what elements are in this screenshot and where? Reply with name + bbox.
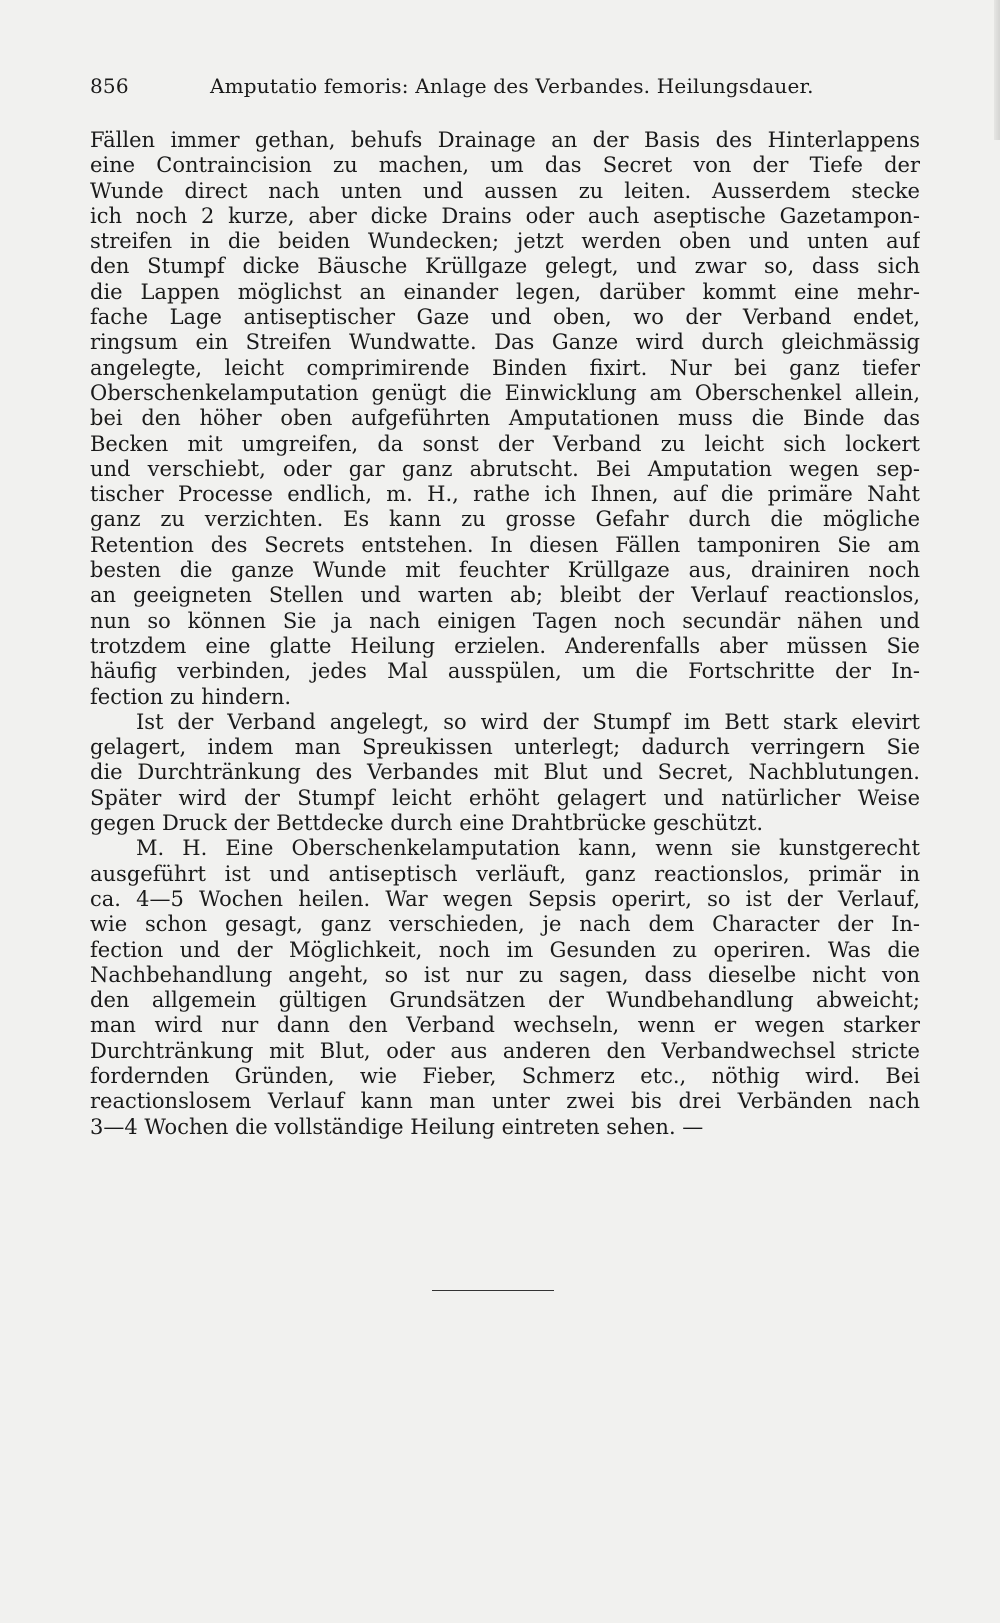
text-line: Ist der Verband angelegt, so wird der Stumpf im Bett stark elevirt [136,709,920,734]
text-line: gelagert, indem man Spreukissen unterlegt; dadurch verringern Sie [90,735,920,760]
section-end-rule [432,1290,554,1291]
text-line: man wird nur dann den Verband wechseln, wenn er wegen starker [90,1013,920,1038]
text-line: Fällen immer gethan, behufs Drainage an der Basis des Hinterlappens [90,128,920,152]
running-head: Amputatio femoris: Anlage des Verbandes. Heilungsdauer. [210,74,814,98]
text-line: den allgemein gültigen Grundsätzen der Wundbehandlung abweicht; [90,988,920,1013]
text-line: 3—4 Wochen die vollständige Heilung eintreten sehen. — [90,1114,704,1139]
text-line: und verschiebt, oder gar ganz abrutscht. Bei Amputation wegen sep- [90,456,920,481]
text-line: besten die ganze Wunde mit feuchter Krüllgaze aus, drainiren noch [90,558,920,583]
text-line: ca. 4—5 Wochen heilen. War wegen Sepsis operirt, so ist der Verlauf, [90,886,920,911]
text-line: bei den höher oben aufgeführten Amputationen muss die Binde das [90,406,920,431]
paragraph [90,128,920,710]
text-line: fection und der Möglichkeit, noch im Gesunden zu operiren. Was die [90,937,920,962]
text-line: fordernden Gründen, wie Fieber, Schmerz etc., nöthig wird. Bei [90,1063,920,1088]
text-line: an geeigneten Stellen und warten ab; bleibt der Verlauf reactionslos, [90,583,920,608]
text-line: gegen Druck der Bettdecke durch eine Drahtbrücke geschützt. [90,811,764,836]
text-line: ich noch 2 kurze, aber dicke Drains oder auch aseptische Gazetampon- [90,203,920,228]
text-line: Wunde direct nach unten und aussen zu leiten. Ausserdem stecke [90,178,920,203]
text-line: Später wird der Stumpf leicht erhöht gelagert und natürlicher Weise [90,785,920,810]
text-line: häufig verbinden, jedes Mal ausspülen, um die Fortschritte der In- [90,659,920,684]
text-line: trotzdem eine glatte Heilung erzielen. Anderenfalls aber müssen Sie [90,633,920,658]
text-line: Nachbehandlung angeht, so ist nur zu sagen, dass dieselbe nicht von [90,962,920,987]
text-line: Retention des Secrets entstehen. In diesen Fällen tamponiren Sie am [90,532,920,557]
text-line: ganz zu verzichten. Es kann zu grosse Gefahr durch die mögliche [90,507,920,532]
paragraph [90,710,920,836]
text-line: eine Contraincision zu machen, um das Secret von der Tiefe der [90,153,920,178]
text-line: streifen in die beiden Wundecken; jetzt werden oben und unten auf [90,229,920,254]
text-line: Oberschenkelamputation genügt die Einwicklung am Oberschenkel allein, [90,380,920,405]
text-line: fache Lage antiseptischer Gaze und oben, wo der Verband endet, [90,305,920,330]
text-line: M. H. Eine Oberschenkelamputation kann, wenn sie kunstgerecht [136,836,920,861]
page-header [90,74,920,104]
text-line: ausgeführt ist und antiseptisch verläuft, ganz reactionslos, primär in [90,861,920,886]
text-line: reactionslosem Verlauf kann man unter zwei bis drei Verbänden nach [90,1089,920,1114]
text-line: tischer Processe endlich, m. H., rathe ich Ihnen, auf die primäre Naht [90,482,920,507]
text-line: fection zu hindern. [90,684,292,709]
text-line: ringsum ein Streifen Wundwatte. Das Ganze wird durch gleichmässig [90,330,920,355]
page-number: 856 [90,74,129,98]
text-line: nun so können Sie ja nach einigen Tagen noch secundär nähen und [90,608,920,633]
text-line: die Durchtränkung des Verbandes mit Blut und Secret, Nachblutungen. [90,760,920,785]
text-line: wie schon gesagt, ganz verschieden, je nach dem Character der In- [90,912,920,937]
paragraph [90,836,920,1140]
body-text [90,128,920,1140]
page-edge-shadow [994,0,1000,140]
text-line: angelegte, leicht comprimirende Binden fixirt. Nur bei ganz tiefer [90,355,920,380]
text-line: Durchtränkung mit Blut, oder aus anderen den Verbandwechsel stricte [90,1038,920,1063]
text-line: die Lappen möglichst an einander legen, darüber kommt eine mehr- [90,279,920,304]
text-line: den Stumpf dicke Bäusche Krüllgaze gelegt, und zwar so, dass sich [90,254,920,279]
text-line: Becken mit umgreifen, da sonst der Verband zu leicht sich lockert [90,431,920,456]
